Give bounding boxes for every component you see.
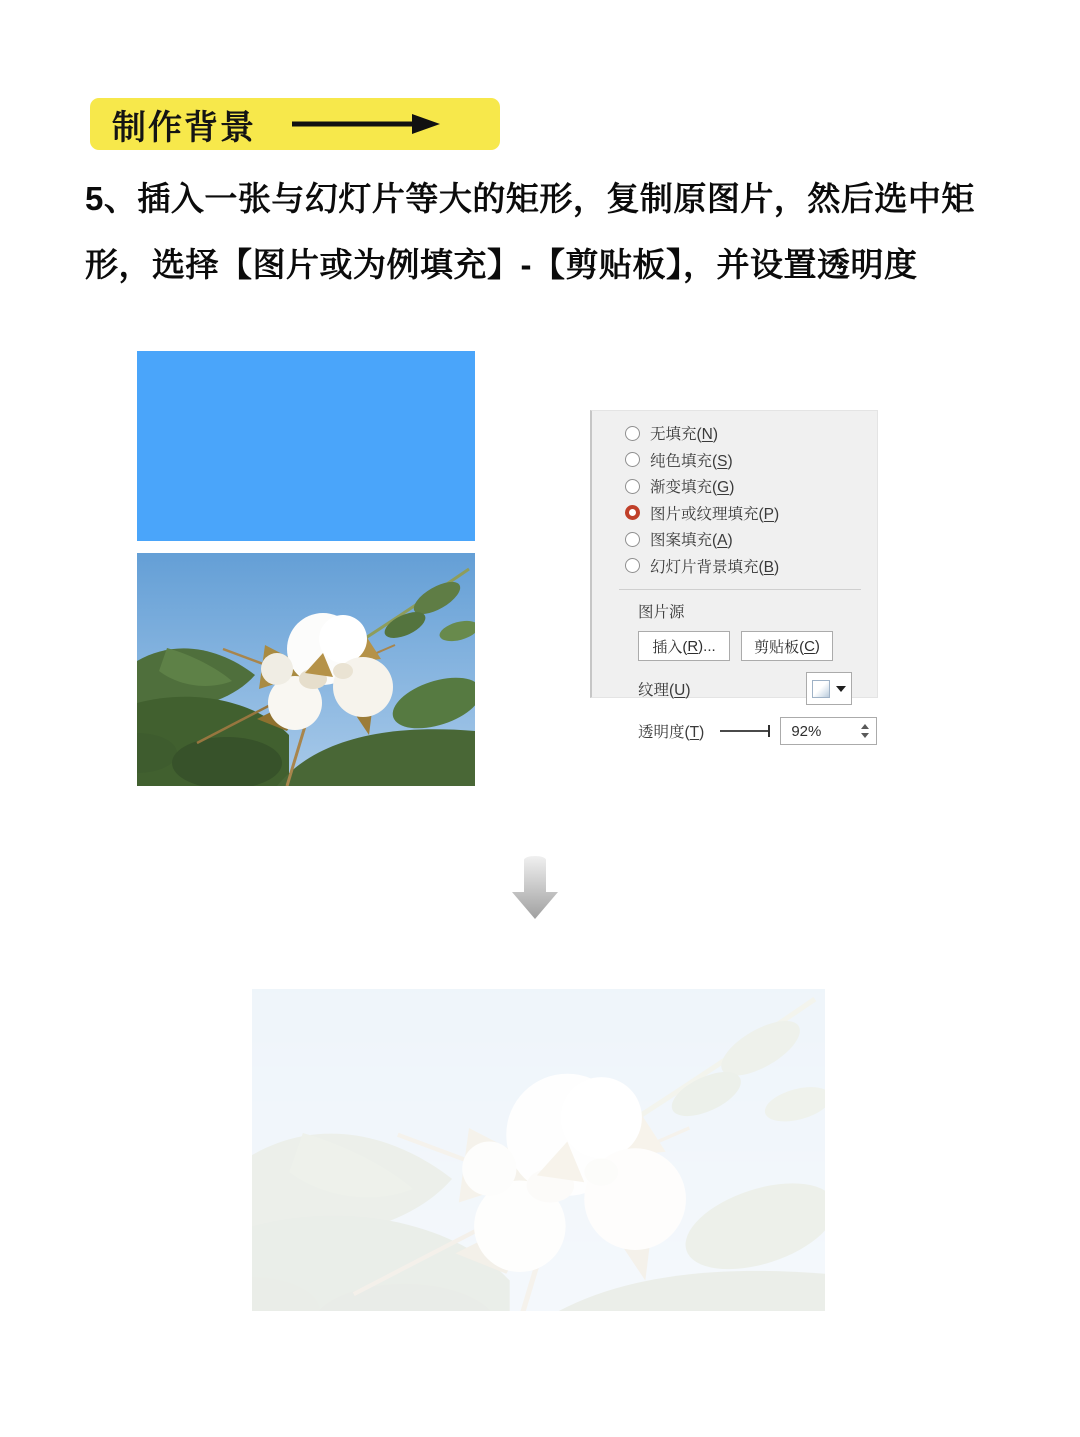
panel-separator <box>619 589 861 590</box>
fill-options-panel <box>590 410 878 741</box>
transparency-label: 透明度(T) <box>638 724 705 741</box>
chevron-down-icon <box>836 686 846 692</box>
fill-option[interactable] <box>592 500 877 527</box>
blue-rectangle <box>137 351 475 541</box>
fill-option[interactable] <box>592 420 877 447</box>
instruction-text <box>85 166 1025 298</box>
fill-option-label: 渐变填充(G) <box>650 479 735 497</box>
down-arrow-icon <box>512 856 558 920</box>
texture-row <box>592 672 877 705</box>
radio-icon[interactable] <box>625 426 640 441</box>
radio-icon[interactable] <box>625 479 640 494</box>
radio-icon[interactable] <box>625 532 640 547</box>
slider-track <box>720 730 770 732</box>
radio-icon[interactable] <box>625 558 640 573</box>
fill-option[interactable] <box>592 553 877 580</box>
cotton-photo <box>137 553 475 786</box>
spin-down-icon[interactable] <box>861 733 869 738</box>
slider-handle[interactable] <box>768 725 771 737</box>
fill-option[interactable] <box>592 473 877 500</box>
instruction-line-2: 形，选择【图片或为例填充】-【剪贴板】，并设置透明度 <box>85 246 918 283</box>
faded-result-image <box>252 989 825 1311</box>
transparency-row <box>592 717 877 745</box>
texture-dropdown[interactable] <box>806 672 852 705</box>
picture-source-buttons <box>638 631 877 661</box>
transparency-slider[interactable] <box>720 724 770 738</box>
fill-option-label: 幻灯片背景填充(B) <box>650 558 780 576</box>
instruction-line-1: 5、插入一张与幻灯片等大的矩形，复制原图片，然后选中矩 <box>85 180 975 217</box>
fill-option[interactable] <box>592 447 877 474</box>
right-arrow-icon <box>290 112 440 136</box>
faded-cotton-image <box>252 989 825 1311</box>
radio-selected-icon[interactable] <box>625 505 640 520</box>
insert-button[interactable]: 插入( R )... <box>638 631 730 661</box>
transparency-value: 92% <box>791 722 822 740</box>
picture-source-label: 图片源 <box>638 604 685 621</box>
section-banner <box>90 98 500 150</box>
spin-up-icon[interactable] <box>861 724 869 729</box>
spinner-arrows[interactable] <box>861 724 869 738</box>
texture-thumbnail-icon <box>812 680 830 698</box>
fill-option-list <box>592 420 877 579</box>
section-title: 制作背景 <box>112 108 256 147</box>
clipboard-button[interactable]: 剪贴板( C ) <box>741 631 833 661</box>
fill-option[interactable] <box>592 526 877 553</box>
fill-option-label: 图片或纹理填充(P) <box>650 505 780 523</box>
fill-option-label: 图案填充(A) <box>650 532 733 550</box>
texture-label: 纹理(U) <box>638 681 691 699</box>
radio-icon[interactable] <box>625 452 640 467</box>
fill-option-label: 无填充(N) <box>650 426 719 444</box>
transparency-spinbox[interactable] <box>780 717 877 745</box>
cotton-photo-image <box>137 553 475 786</box>
fill-option-label: 纯色填充(S) <box>650 452 733 470</box>
